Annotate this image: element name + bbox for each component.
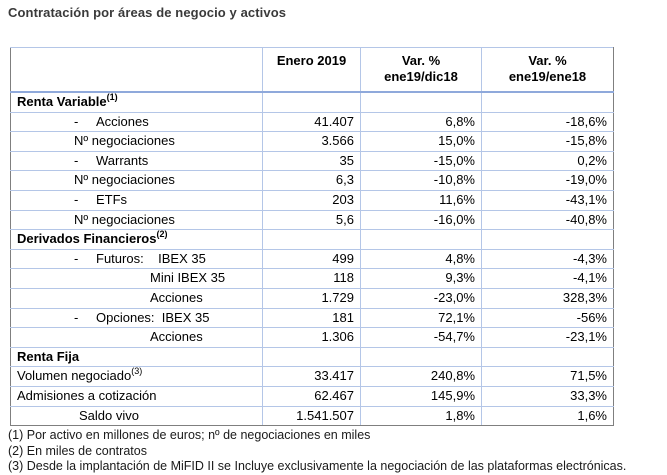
header-var-dic-line2: ene19/dic18 [384, 69, 458, 84]
row-label-cell [11, 230, 263, 250]
row-label: Admisiones a cotización [17, 387, 157, 403]
page-title: Contratación por áreas de negocio y activos [8, 5, 287, 20]
enero-value-cell: 499 [263, 249, 361, 269]
row-label: Nº negociaciones [74, 133, 175, 149]
row-label: Acciones [150, 289, 203, 305]
var-dic-value-cell: 240,8% [361, 367, 482, 387]
enero-value-cell: 118 [263, 269, 361, 289]
var-ene-value-cell: -4,3% [482, 249, 614, 269]
var-ene-value-cell [482, 347, 614, 367]
var-ene-value-cell: -43,1% [482, 190, 614, 210]
row-label: ETFs [96, 191, 128, 207]
header-label-cell [11, 48, 263, 93]
table-row [11, 249, 614, 269]
row-label-cell [11, 132, 263, 152]
row-label-cell [11, 269, 263, 289]
table-row [11, 190, 614, 210]
row-label-cell [11, 386, 263, 406]
var-ene-value-cell: 33,3% [482, 386, 614, 406]
var-ene-value-cell: -15,8% [482, 132, 614, 152]
row-label-cell [11, 151, 263, 171]
table-row [11, 367, 614, 387]
var-dic-value-cell: 11,6% [361, 190, 482, 210]
row-label: Volumen negociado [17, 368, 132, 384]
row-label-cell [11, 406, 263, 426]
contratacion-table [10, 47, 614, 426]
dash-bullet: - [74, 113, 79, 129]
header-row [11, 48, 614, 93]
dash-bullet: - [74, 250, 79, 266]
enero-value-cell: 35 [263, 151, 361, 171]
row-label-cell [11, 112, 263, 132]
table-row [11, 92, 614, 112]
row-label-cell [11, 288, 263, 308]
header-var-ene-line1: Var. % [528, 53, 567, 68]
row-label-cell [11, 190, 263, 210]
row-label-cell [11, 347, 263, 367]
table-row [11, 386, 614, 406]
table-row [11, 151, 614, 171]
dash-bullet: - [74, 191, 79, 207]
var-dic-value-cell: 15,0% [361, 132, 482, 152]
enero-value-cell: 3.566 [263, 132, 361, 152]
table-row [11, 171, 614, 191]
var-dic-value-cell: -10,8% [361, 171, 482, 191]
header-var-ene-line2: ene19/ene18 [508, 69, 587, 84]
table-row [11, 328, 614, 348]
footnote-ref: (3) [131, 366, 143, 376]
var-ene-value-cell: 0,2% [482, 151, 614, 171]
footnote-3: (3) Desde la implantación de MiFID II se Incluye exclusivamente la negociación de las plataformas electrónicas. [8, 459, 627, 473]
var-dic-value-cell: 72,1% [361, 308, 482, 328]
footnote-1: (1) Por activo en millones de euros; nº de negociaciones en miles [8, 428, 371, 442]
table-row [11, 308, 614, 328]
footnote-ref: (1) [106, 92, 118, 102]
row-label: Renta Fija [17, 348, 80, 364]
table-header [11, 48, 614, 93]
table-row [11, 269, 614, 289]
var-dic-value-cell: 1,8% [361, 406, 482, 426]
header-var-dic-line1: Var. % [401, 53, 441, 68]
table-row [11, 347, 614, 367]
enero-value-cell: 41.407 [263, 112, 361, 132]
row-label-cell [11, 210, 263, 230]
footnote-2: (2) En miles de contratos [8, 443, 147, 458]
enero-value-cell [263, 347, 361, 367]
row-label-cell [11, 328, 263, 348]
enero-value-cell [263, 230, 361, 250]
row-label: Mini IBEX 35 [150, 270, 226, 286]
row-label: Warrants [96, 152, 149, 168]
enero-value-cell: 1.729 [263, 288, 361, 308]
enero-value-cell: 1.541.507 [263, 406, 361, 426]
table-row [11, 230, 614, 250]
table-row [11, 132, 614, 152]
header-var-dic-cell [361, 48, 482, 93]
dash-bullet: - [74, 152, 79, 168]
table-row [11, 112, 614, 132]
enero-value-cell: 203 [263, 190, 361, 210]
var-ene-value-cell [482, 92, 614, 112]
row-label-cell [11, 92, 263, 112]
header-enero-cell: Enero 2019 [263, 48, 361, 93]
var-ene-value-cell: -56% [482, 308, 614, 328]
row-label: Nº negociaciones [74, 211, 175, 227]
row-label-cell [11, 308, 263, 328]
var-ene-value-cell: -4,1% [482, 269, 614, 289]
enero-value-cell: 62.467 [263, 386, 361, 406]
dash-bullet: - [74, 309, 79, 325]
var-dic-value-cell: 6,8% [361, 112, 482, 132]
var-dic-value-cell: 9,3% [361, 269, 482, 289]
table-row [11, 406, 614, 426]
enero-value-cell: 33.417 [263, 367, 361, 387]
row-label-cell [11, 171, 263, 191]
enero-value-cell: 5,6 [263, 210, 361, 230]
row-label-cell [11, 249, 263, 269]
table-row [11, 288, 614, 308]
row-label: Acciones [150, 329, 203, 345]
enero-value-cell: 6,3 [263, 171, 361, 191]
var-dic-value-cell: -23,0% [361, 288, 482, 308]
var-dic-value-cell: -15,0% [361, 151, 482, 171]
var-dic-value-cell [361, 230, 482, 250]
row-label: Derivados Financieros [17, 231, 157, 247]
var-ene-value-cell: 328,3% [482, 288, 614, 308]
var-ene-value-cell: -23,1% [482, 328, 614, 348]
row-label: Nº negociaciones [74, 172, 175, 188]
header-var-ene-cell [482, 48, 614, 93]
row-label: Saldo vivo [79, 407, 139, 423]
var-dic-value-cell [361, 92, 482, 112]
footnote-ref: (2) [156, 229, 168, 239]
var-ene-value-cell: 1,6% [482, 406, 614, 426]
var-ene-value-cell: -40,8% [482, 210, 614, 230]
var-dic-value-cell: -16,0% [361, 210, 482, 230]
footnotes [8, 428, 626, 475]
row-label: Acciones [96, 113, 149, 129]
var-ene-value-cell [482, 230, 614, 250]
var-ene-value-cell: -18,6% [482, 112, 614, 132]
row-label-cell [11, 367, 263, 387]
var-ene-value-cell: 71,5% [482, 367, 614, 387]
enero-value-cell [263, 92, 361, 112]
enero-value-cell: 181 [263, 308, 361, 328]
var-dic-value-cell [361, 347, 482, 367]
var-dic-value-cell: 4,8% [361, 249, 482, 269]
row-label: Opciones: IBEX 35 [96, 309, 210, 325]
table-body [11, 92, 614, 426]
row-label: Futuros: IBEX 35 [96, 250, 206, 266]
var-ene-value-cell: -19,0% [482, 171, 614, 191]
row-label: Renta Variable [17, 94, 107, 109]
table-row [11, 210, 614, 230]
var-dic-value-cell: 145,9% [361, 386, 482, 406]
var-dic-value-cell: -54,7% [361, 328, 482, 348]
enero-value-cell: 1.306 [263, 328, 361, 348]
